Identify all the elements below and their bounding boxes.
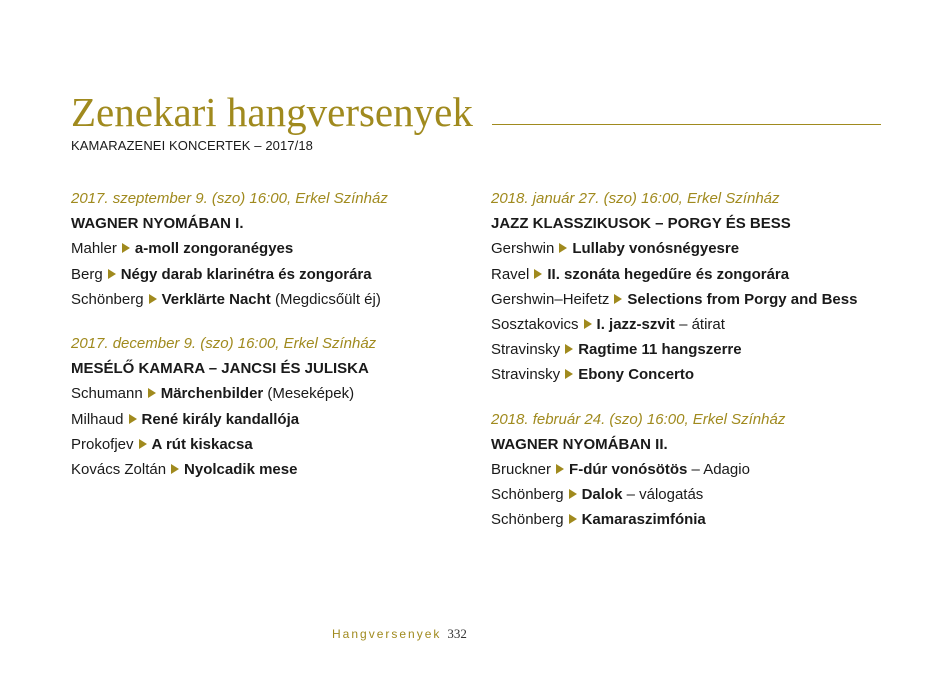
work-title: II. szonáta hegedűre és zongorára xyxy=(547,265,790,283)
composer-name: Schumann xyxy=(71,385,143,403)
program-item xyxy=(71,407,491,432)
page-title: Zenekari hangversenyek xyxy=(71,89,473,135)
footer-section-label: Hangversenyek xyxy=(332,627,442,641)
composer-name: Milhaud xyxy=(71,410,124,428)
composer-name: Gershwin–Heifetz xyxy=(491,290,610,308)
concert-title: JAZZ KLASSZIKUSOK – PORGY ÉS BESS xyxy=(491,215,791,233)
work-note: – válogatás xyxy=(622,486,704,504)
composer-name: Schönberg xyxy=(491,511,564,529)
concert-entry xyxy=(71,331,491,482)
composer-name: Schönberg xyxy=(491,486,564,504)
composer-name: Bruckner xyxy=(491,460,552,478)
work-title: Dalok xyxy=(581,486,623,504)
play-triangle-icon xyxy=(565,344,573,354)
composer-name: Gershwin xyxy=(491,240,555,258)
composer-name: Ravel xyxy=(491,265,530,283)
work-title: Lullaby vonósnégyesre xyxy=(572,240,740,258)
program-item xyxy=(71,381,491,406)
page-subtitle: KAMARAZENEI KONCERTEK – 2017/18 xyxy=(71,138,314,153)
work-note: (Megdicsőült éj) xyxy=(270,290,381,308)
composer-name: Stravinsky xyxy=(491,341,561,359)
play-triangle-icon xyxy=(569,514,577,524)
composer-name: Prokofjev xyxy=(71,435,134,453)
work-note: (Meseképek) xyxy=(263,385,355,403)
work-note: – Adagio xyxy=(687,460,750,478)
composer-name: Stravinsky xyxy=(491,366,561,384)
work-title: I. jazz-szvit xyxy=(596,315,675,333)
composer-name: Schönberg xyxy=(71,290,144,308)
play-triangle-icon xyxy=(122,243,130,253)
program-item xyxy=(71,432,491,457)
work-title: Négy darab klarinétra és zongorára xyxy=(120,265,372,283)
composer-name: Mahler xyxy=(71,240,117,258)
play-triangle-icon xyxy=(559,243,567,253)
concert-entry xyxy=(491,407,911,533)
composer-name: Kovács Zoltán xyxy=(71,460,167,478)
right-column xyxy=(491,186,911,551)
work-title: a-moll zongoranégyes xyxy=(134,240,294,258)
program-item xyxy=(71,236,491,261)
play-triangle-icon xyxy=(534,269,542,279)
work-title: A rút kiskacsa xyxy=(151,435,253,453)
play-triangle-icon xyxy=(139,439,147,449)
left-column xyxy=(71,186,491,501)
play-triangle-icon xyxy=(129,414,137,424)
work-title: Nyolcadik mese xyxy=(184,460,298,478)
play-triangle-icon xyxy=(614,294,622,304)
work-title: Selections from Porgy and Bess xyxy=(627,290,858,308)
concert-date: 2017. szeptember 9. (szo) 16:00, Erkel Színház xyxy=(71,190,388,207)
work-title: Ebony Concerto xyxy=(578,366,695,384)
program-item xyxy=(491,482,911,507)
concert-date: 2018. február 24. (szo) 16:00, Erkel Színház xyxy=(491,410,786,428)
work-title: Kamaraszimfónia xyxy=(581,511,706,529)
program-item xyxy=(491,337,911,362)
program-item xyxy=(491,236,911,261)
concert-date: 2017. december 9. (szo) 16:00, Erkel Színház xyxy=(71,334,377,352)
concert-title: MESÉLŐ KAMARA – JANCSI ÉS JULISKA xyxy=(71,360,369,378)
play-triangle-icon xyxy=(569,489,577,499)
work-title: Verklärte Nacht xyxy=(161,290,271,308)
program-item xyxy=(71,287,491,312)
composer-name: Berg xyxy=(71,265,103,283)
title-rule xyxy=(492,124,881,125)
play-triangle-icon xyxy=(584,319,592,329)
program-item xyxy=(491,457,911,482)
page-footer xyxy=(332,626,467,642)
work-note: – átirat xyxy=(674,315,725,333)
program-item xyxy=(491,312,911,337)
concert-date: 2018. január 27. (szo) 16:00, Erkel Színház xyxy=(491,190,780,207)
page-heading xyxy=(71,88,881,136)
concert-title: WAGNER NYOMÁBAN II. xyxy=(491,435,668,453)
play-triangle-icon xyxy=(556,464,564,474)
page-number: 332 xyxy=(447,626,467,641)
program-item xyxy=(71,262,491,287)
composer-name: Sosztakovics xyxy=(491,315,579,333)
concert-entry xyxy=(71,186,491,312)
concert-title: WAGNER NYOMÁBAN I. xyxy=(71,215,244,233)
program-item xyxy=(71,457,491,482)
program-item xyxy=(491,262,911,287)
work-title: René király kandallója xyxy=(141,410,300,428)
work-title: F-dúr vonósötös xyxy=(569,460,688,478)
play-triangle-icon xyxy=(171,464,179,474)
program-item xyxy=(491,287,911,312)
program-item xyxy=(491,507,911,532)
play-triangle-icon xyxy=(108,269,116,279)
work-title: Ragtime 11 hangszerre xyxy=(578,341,742,359)
work-title: Märchenbilder xyxy=(160,385,264,403)
play-triangle-icon xyxy=(148,388,156,398)
program-item xyxy=(491,362,911,387)
play-triangle-icon xyxy=(565,369,573,379)
play-triangle-icon xyxy=(149,294,157,304)
concert-entry xyxy=(491,186,911,388)
